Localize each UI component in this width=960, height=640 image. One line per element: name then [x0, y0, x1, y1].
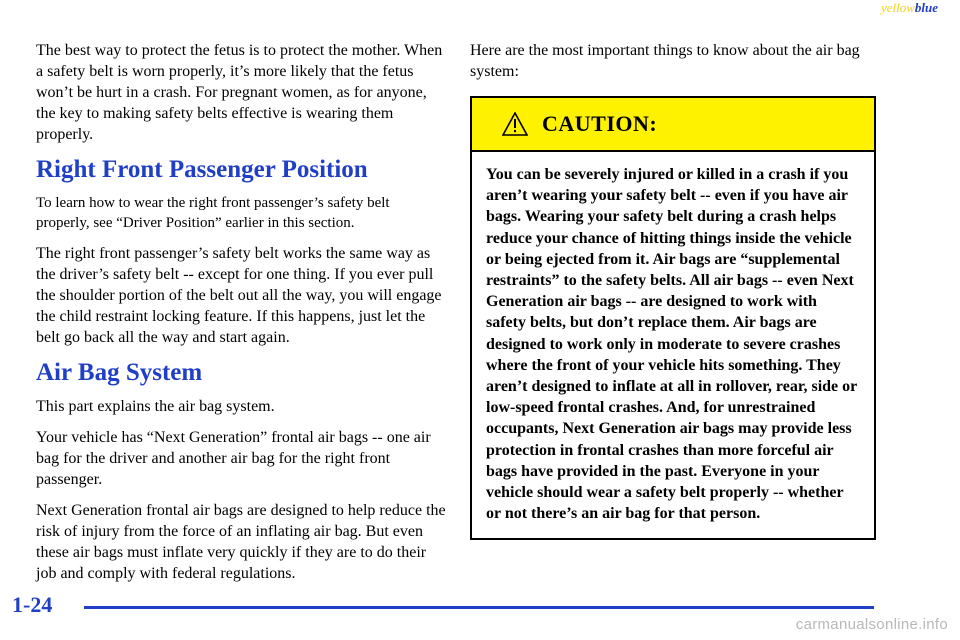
paragraph-next-generation: Next Generation frontal air bags are designed to help reduce the risk of injury from the force of an inflating air bag. But even these air bags must inflate very quickly if they are to do their job and comply with federal regulations.: [36, 502, 446, 582]
warning-triangle-icon: [502, 112, 528, 136]
color-mark-yellow: yellow: [880, 0, 915, 15]
caution-title: CAUTION:: [542, 111, 658, 136]
left-column: [36, 40, 446, 594]
caution-body: You can be severely injured or killed in a crash if you aren’t wearing your safety belt -- even if you have air bags. Wearing your safety belt during a crash helps reduce your chance of hitting things inside the vehicle or being ejected from it. Air bags are “supplemental restraints” to the safety belts. All air bags -- even Next Generation air bags -- are designed to work with safety belts, but don’t replace them. Air bags are designed to work only in moderate to severe crashes where the front of your vehicle hits something. They aren’t designed to inflate at all in rollover, rear, side or low-speed frontal crashes. And, for unrestrained occupants, Next Generation air bags may provide less protection in frontal crashes than more forceful air bags have provided in the past. Everyone in your vehicle should wear a safety belt properly -- whether or not there’s an air bag for that person.: [486, 166, 857, 523]
heading-air-bag-system: Air Bag System: [36, 359, 203, 386]
watermark: carmanualsonline.info: [795, 616, 948, 633]
paragraph-belt-works: The right front passenger’s safety belt works the same way as the driver’s safety belt -- except for one thing. If you ever pull the shoulder portion of the belt out all the way, you will engage the child restraint locking feature. If this happens, just let the belt go back all the way and start again.: [36, 245, 442, 346]
page-number: 1-24: [12, 592, 53, 617]
caution-box: [470, 96, 876, 540]
color-mark: [881, 0, 938, 16]
intro-paragraph: The best way to protect the fetus is to protect the mother. When a safety belt is worn properly, it’s more likely that the fetus won’t be hurt in a crash. For pregnant women, as for anyone, the key to making safety belts effective is wearing them properly.: [36, 42, 443, 143]
color-mark-blue: blue: [914, 0, 938, 15]
right-column: [470, 40, 878, 540]
paragraph-vehicle-has: Your vehicle has “Next Generation” frontal air bags -- one air bag for the driver and another air bag for the right front passenger.: [36, 429, 431, 488]
heading-right-front-passenger: Right Front Passenger Position: [36, 156, 368, 183]
paragraph-explains: This part explains the air bag system.: [36, 398, 275, 415]
right-intro-paragraph: Here are the most important things to know about the air bag system:: [470, 42, 860, 80]
paragraph-how-to-wear: To learn how to wear the right front passenger’s safety belt properly, see “Driver Position” earlier in this section.: [36, 195, 390, 231]
footer-rule: [84, 606, 874, 609]
caution-header: [472, 98, 874, 152]
